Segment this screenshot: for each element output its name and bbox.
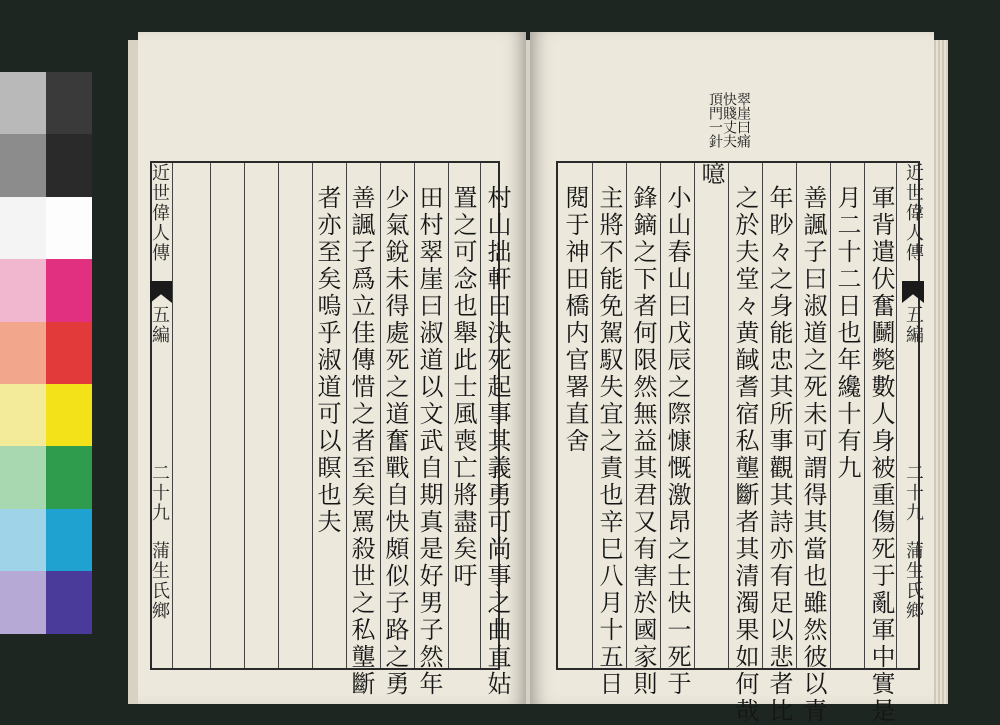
right-margin-header: 近世偉人傳	[903, 163, 924, 263]
right-margin-page: 二十九	[903, 463, 924, 523]
color-swatch	[0, 259, 46, 321]
text-column: 鋒鏑之下者何限然無益其君又有害於國家則	[629, 185, 657, 698]
color-swatch	[46, 134, 92, 196]
color-swatch	[0, 322, 46, 384]
color-swatch	[46, 197, 92, 259]
text-column: 少氣銳未得處死之道奮戰自快頗似子路之勇	[381, 185, 409, 698]
annotation-line: 頂門一針	[707, 92, 723, 148]
left-page	[138, 32, 526, 704]
color-swatch	[46, 384, 92, 446]
text-column: 軍背遣伏奮鬭斃數人身被重傷死于亂軍中實是	[867, 185, 895, 725]
right-page	[530, 32, 934, 725]
text-column: 小山春山曰戊辰之際慷慨激昂之士快一死于	[663, 185, 691, 698]
color-swatch	[0, 72, 46, 134]
text-column: 者亦至矣嗚乎淑道可以瞑也夫	[313, 185, 341, 536]
color-swatch	[0, 134, 46, 196]
color-swatch	[46, 571, 92, 633]
right-margin-name: 蒲生氏鄉	[903, 541, 924, 621]
fish-tail-ornament	[150, 281, 172, 303]
left-text-frame	[149, 161, 511, 698]
color-chart	[0, 72, 92, 634]
color-swatch	[0, 384, 46, 446]
color-swatch	[46, 72, 92, 134]
color-swatch	[46, 259, 92, 321]
text-column: 閱于神田橋内官署直舍	[561, 185, 589, 455]
annotation-line: 翠崖曰痛	[735, 92, 751, 148]
text-column: 年眇々之身能忠其所事觀其詩亦有足以悲者比	[765, 185, 793, 725]
text-column: 村山拙軒曰決死起事其義勇可尚事之曲直姑	[483, 185, 511, 698]
left-margin-section: 五編	[149, 305, 170, 345]
right-text-frame	[556, 161, 924, 725]
color-swatch	[0, 509, 46, 571]
text-column: 田村翠崖曰淑道以文武自期真是好男子然年	[415, 185, 443, 698]
color-swatch	[46, 446, 92, 508]
left-margin-name: 蒲生氏鄉	[149, 541, 170, 621]
color-swatch	[0, 571, 46, 633]
right-margin-section: 五編	[903, 305, 924, 345]
annotation-tail: 噫	[697, 161, 725, 188]
color-swatch	[0, 446, 46, 508]
text-column: 主將不能免駕馭失宜之責也辛巳八月十五日	[595, 185, 623, 698]
left-margin-page: 二十九	[149, 463, 170, 523]
text-column: 善諷子爲立佳傳惜之者至矣罵殺世之私壟斷	[347, 185, 375, 698]
text-column: 置之可念也舉此士風喪亡將盡矣吁	[449, 185, 477, 590]
left-margin-header: 近世偉人傳	[149, 163, 170, 263]
text-column: 善諷子曰淑道之死未可謂得其當也雖然彼以青	[799, 185, 827, 725]
text-column: 月二十二日也年纔十有九	[833, 185, 861, 482]
color-swatch	[46, 509, 92, 571]
color-swatch	[0, 197, 46, 259]
color-swatch	[46, 322, 92, 384]
text-column: 之於夫堂々黄馘耆宿私壟斷者其清濁果如何哉	[731, 185, 759, 725]
fish-tail-ornament	[902, 281, 924, 303]
annotation-line: 快賤丈夫	[721, 92, 737, 148]
